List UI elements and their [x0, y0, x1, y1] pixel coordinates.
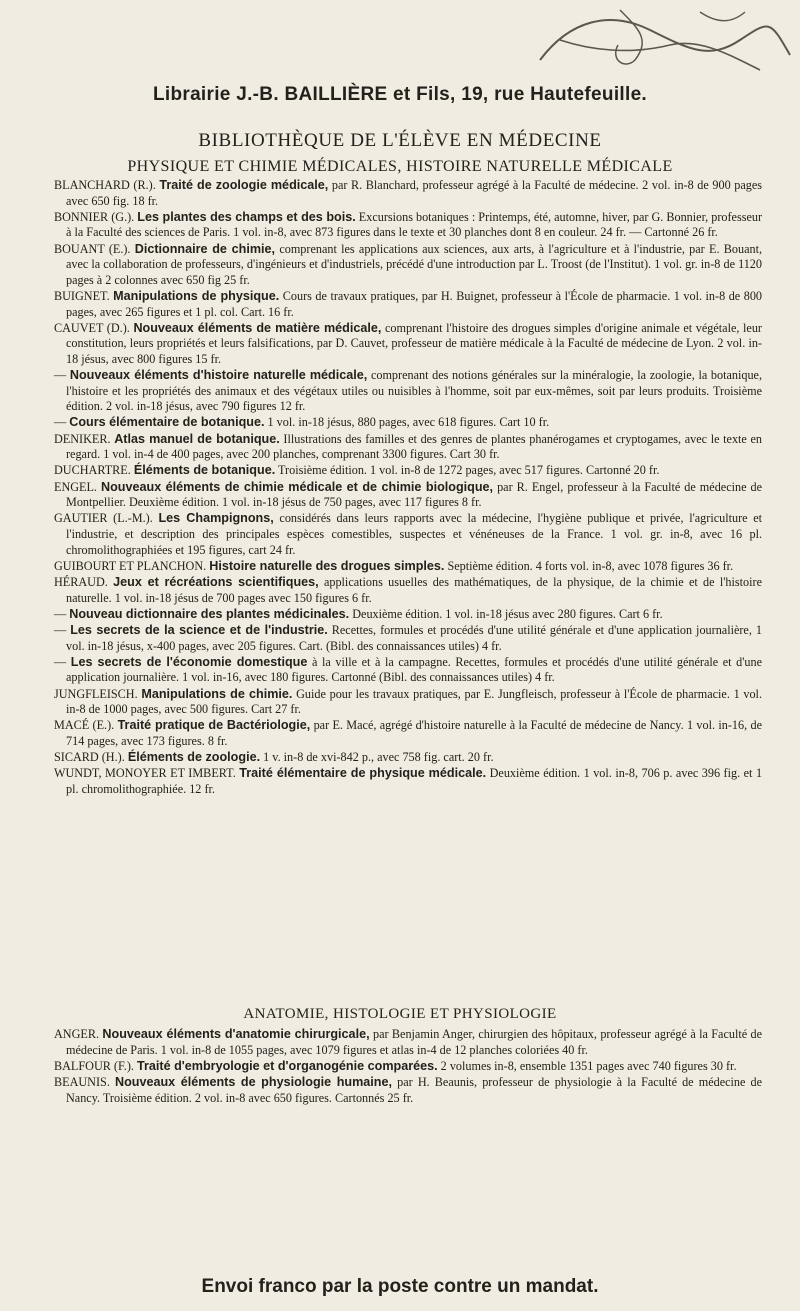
- entry-title: Les plantes des champs et des bois.: [137, 209, 356, 224]
- entry-price: 20 fr.: [633, 463, 660, 478]
- entry-author: —: [54, 606, 67, 621]
- entry-price: 12 fr.: [279, 399, 306, 414]
- entry-author: HÉRAUD.: [54, 574, 108, 589]
- catalogue-entry: [54, 321, 762, 368]
- entry-title: Atlas manuel de botanique.: [114, 431, 280, 446]
- catalogue-entry: [54, 415, 762, 431]
- entry-price: 36 fr.: [707, 558, 734, 573]
- entry-title: Manipulations de chimie.: [141, 686, 293, 701]
- entry-price: 30 fr.: [473, 447, 500, 462]
- entry-price: 15 fr.: [195, 351, 222, 366]
- entry-author: BLANCHARD (R.).: [54, 178, 156, 192]
- entry-price: 8 fr.: [207, 733, 228, 748]
- entry-description: Recettes, formules et procédés d'une utilité générale et d'une application journalière, 1 vol. in-18 jésus, x-400 pages, avec 205 figures. Cart. (Bibl. des connaissances utiles): [66, 622, 762, 653]
- entry-description: 1 vol. in-18 jésus, 880 pages, avec 618 figures. Cart: [267, 415, 521, 430]
- entry-price: 8 fr.: [461, 495, 482, 510]
- entry-title: Nouveaux éléments de matière médicale,: [133, 320, 382, 335]
- entry-description: applications usuelles des mathématiques, de la physique, de la chimie et de l'histoire naturelle. 1 vol. in-18 jésus de 700 pages avec 150 figures: [66, 574, 762, 605]
- entry-author: SICARD (H.).: [54, 750, 125, 765]
- entry-price: 20 fr.: [467, 750, 494, 765]
- entry-author: ANGER.: [54, 1027, 100, 1041]
- entry-description: par H. Beaunis, professeur de physiologie à la Faculté de médecine de Nancy. Troisième édition. 2 vol. in-8 avec 650 figures. Cartonnés: [66, 1074, 763, 1105]
- catalogue-entry: [54, 432, 762, 463]
- entry-title: Éléments de zoologie.: [127, 750, 261, 765]
- entry-price: 26 fr.: [692, 225, 718, 240]
- entry-author: DENIKER.: [54, 431, 111, 446]
- entry-author: DUCHARTRE.: [54, 463, 131, 478]
- catalogue-entry: [54, 480, 762, 511]
- entry-price: 18 fr.: [132, 193, 159, 208]
- section-heading: ANATOMIE, HISTOLOGIE ET PHYSIOLOGIE: [243, 1006, 557, 1022]
- entry-price: 40 fr.: [562, 1042, 588, 1057]
- entry-description: par R. Blanchard, professeur agrégé à la Faculté de médecine. 2 vol. in-8 de 900 pages avec 650 fig.: [66, 178, 763, 208]
- catalogue-entry: [54, 289, 762, 320]
- entry-description: considérés dans leurs rapports avec la médecine, l'hygiène publique et privée, l'agriculture et l'industrie, et description des principales espèces comestibles, suspectes et vénéneuses de la France. 1 vol. gr. in-8, avec 16 pl. chromolithographiées et 195 figures, cart: [66, 511, 763, 557]
- entry-description: comprenant l'histoire des drogues simples d'origine animale et végétale, leur constitution, leurs propriétés et leurs falsifications, par D. Cauvet, professeur de matière médicale à la Faculté de médecine de Lyon. 2 vol. in-18 jésus, avec 800 figures: [66, 320, 762, 366]
- series-title: BIBLIOTHÈQUE DE L'ÉLÈVE EN MÉDECINE: [198, 130, 602, 151]
- catalogue-entry: [54, 1075, 762, 1106]
- entry-author: —: [54, 622, 67, 637]
- handwritten-signature: [500, 0, 800, 80]
- footer-notice: Envoi franco par la poste contre un mandat.: [201, 1276, 599, 1297]
- entry-author: MACÉ (E.).: [54, 718, 115, 733]
- catalogue-entry: [54, 1059, 762, 1075]
- entry-title: Jeux et récréations scientifiques,: [113, 574, 319, 589]
- entry-author: WUNDT, MONOYER ET IMBERT.: [54, 766, 236, 781]
- entry-price: 30 fr.: [710, 1058, 737, 1073]
- catalogue-list-anatomie: [54, 1027, 762, 1107]
- catalogue-entry: [54, 368, 762, 415]
- entry-price: 16 fr.: [268, 304, 294, 319]
- entry-title: Traité d'embryologie et d'organogénie comparées.: [137, 1058, 438, 1073]
- entry-description: Deuxième édition. 1 vol. in-8, 706 p. avec 396 fig. et 1 pl. chromolithographiée.: [66, 766, 763, 796]
- entry-title: Traité de zoologie médicale,: [159, 178, 329, 192]
- entry-price: 6 fr.: [352, 590, 372, 605]
- entry-description: 1 v. in-8 de xvi-842 p., avec 758 fig. cart.: [263, 750, 465, 765]
- catalogue-entry: [54, 750, 762, 766]
- entry-author: ENGEL.: [54, 479, 97, 494]
- entry-author: GUIBOURT ET PLANCHON.: [54, 558, 207, 573]
- entry-author: BONNIER (G.).: [54, 209, 135, 224]
- catalogue-entry: [54, 559, 762, 575]
- catalogue-entry: [54, 178, 762, 209]
- entry-author: —: [54, 654, 67, 669]
- entry-title: Nouveaux éléments de physiologie humaine,: [115, 1074, 393, 1089]
- series-subtitle: PHYSIQUE ET CHIMIE MÉDICALES, HISTOIRE NATURELLE MÉDICALE: [127, 158, 673, 175]
- entry-title: Traité pratique de Bactériologie,: [117, 718, 311, 733]
- entry-description: comprenant les applications aux sciences, aux arts, à l'agriculture et à l'industrie, par E. Bouant, avec la collaboration de professeurs, d'ingénieurs et d'industriels, précédé d'une introduction par L. Troost (de l'Institut). 1 vol. gr. in-8 de 1120 pages à 2 colonnes avec 650 fig: [66, 241, 763, 287]
- entry-price: 25 fr.: [387, 1090, 414, 1105]
- entry-title: Les secrets de la science et de l'industrie.: [70, 622, 328, 637]
- entry-author: BALFOUR (F.).: [54, 1058, 134, 1073]
- entry-author: GAUTIER (L.-M.).: [54, 511, 153, 526]
- catalogue-entry: [54, 607, 762, 623]
- entry-description: Illustrations des familles et des genres de plantes phanérogames et cryptogames, avec le texte en regard. 1 vol. in-4 de 400 pages, avec 200 planches, comprenant 3300 figures. Cart: [66, 431, 762, 462]
- entry-title: Nouveaux éléments d'histoire naturelle médicale,: [69, 368, 368, 383]
- entry-title: Dictionnaire de chimie,: [134, 241, 276, 256]
- catalogue-entry: [54, 687, 762, 718]
- entry-description: par R. Engel, professeur à la Faculté de médecine de Montpellier. Deuxième édition. 1 vol. in-18 jésus de 750 pages, avec 117 figures: [66, 479, 763, 510]
- entry-author: JUNGFLEISCH.: [54, 686, 138, 701]
- entry-author: CAUVET (D.).: [54, 320, 130, 335]
- catalogue-entry: [54, 575, 762, 606]
- entry-description: Guide pour les travaux pratiques, par E. Jungfleisch, professeur à l'École de pharmacie. 1 vol. in-8 de 1000 pages, avec 500 figures. Cart: [66, 686, 762, 717]
- entry-title: Nouveau dictionnaire des plantes médicinales.: [69, 606, 350, 621]
- catalogue-entry: [54, 1027, 762, 1058]
- catalogue-entry: [54, 511, 762, 558]
- entry-description: Cours de travaux pratiques, par H. Buignet, professeur à l'École de pharmacie. 1 vol. in-8 de 800 pages, avec 265 figures et 1 pl. col. Cart.: [66, 288, 763, 319]
- entry-description: Excursions botaniques : Printemps, été, automne, hiver, par G. Bonnier, professeur à la Faculté des sciences de Paris. 1 vol. in-8, avec 873 figures dans le texte et 30 planches dont 8 en couleur. 24 fr. — Cartonné: [66, 209, 763, 240]
- entry-title: Manipulations de physique.: [113, 288, 280, 303]
- entry-title: Les secrets de l'économie domestique: [70, 654, 308, 669]
- catalogue-entry: [54, 623, 762, 654]
- entry-description: 2 volumes in-8, ensemble 1351 pages avec 740 figures: [440, 1058, 708, 1073]
- entry-author: —: [54, 368, 67, 383]
- entry-price: 27 fr.: [275, 702, 301, 717]
- entry-price: 24 fr.: [269, 542, 296, 557]
- entry-author: —: [54, 415, 67, 430]
- entry-price: 25 fr.: [224, 272, 250, 287]
- catalogue-entry: [54, 242, 762, 289]
- entry-author: BEAUNIS.: [54, 1074, 110, 1089]
- entry-description: Troisième édition. 1 vol. in-8 de 1272 pages, avec 517 figures. Cartonné: [278, 463, 631, 478]
- publisher-line: Librairie J.-B. BAILLIÈRE et Fils, 19, rue Hautefeuille.: [152, 84, 648, 105]
- entry-title: Les Champignons,: [158, 511, 274, 526]
- entry-description: comprenant des notions générales sur la minéralogie, la zoologie, la botanique, l'histoire et les propriétés des animaux et des végétaux utiles ou nuisibles à l'homme, soit par eux-mêmes, soit par leurs produits. Troisième édition. 2 vol. in-18 jésus, avec 790 figures: [66, 368, 763, 414]
- entry-price: 4 fr.: [481, 638, 502, 653]
- catalogue-entry: [54, 718, 762, 749]
- entry-description: Deuxième édition. 1 vol. in-18 jésus avec 280 figures. Cart: [352, 606, 640, 621]
- catalogue-entry: [54, 766, 762, 797]
- catalogue-entry: [54, 655, 762, 686]
- entry-title: Cours élémentaire de botanique.: [69, 415, 265, 430]
- entry-author: BOUANT (E.).: [54, 241, 131, 256]
- entry-description: par Benjamin Anger, chirurgien des hôpitaux, professeur agrégé à la Faculté de médecine de Paris. 1 vol. in-8 de 1055 pages, avec 1079 figures et atlas in-4 de 12 planches coloriées: [66, 1027, 763, 1057]
- entry-description: Septième édition. 4 forts vol. in-8, avec 1078 figures: [447, 558, 705, 573]
- entry-title: Nouveaux éléments de chimie médicale et de chimie biologique,: [101, 479, 494, 494]
- catalogue-entry: [54, 463, 762, 479]
- entry-price: 4 fr.: [535, 670, 555, 685]
- entry-price: 12 fr.: [189, 781, 215, 796]
- entry-price: 10 fr.: [523, 415, 550, 430]
- entry-price: 6 fr.: [642, 606, 663, 621]
- entry-title: Histoire naturelle des drogues simples.: [209, 558, 445, 573]
- entry-title: Nouveaux éléments d'anatomie chirurgicale,: [102, 1027, 370, 1041]
- catalogue-entry: [54, 210, 762, 241]
- entry-description: à la ville et à la campagne. Recettes, formules et procédés d'une utilité générale et d'une application journalière. 1 vol. in-16, avec 180 figures. Cartonné (Bibl. des connaissances utiles): [66, 654, 763, 685]
- entry-title: Traité élémentaire de physique médicale.: [239, 766, 487, 781]
- entry-description: par E. Macé, agrégé d'histoire naturelle à la Faculté de médecine de Nancy. 1 vol. in-16, de 714 pages, avec 173 figures.: [66, 718, 762, 748]
- entry-author: BUIGNET.: [54, 288, 110, 303]
- entry-title: Éléments de botanique.: [133, 463, 276, 478]
- catalogue-list-physique: [54, 178, 762, 798]
